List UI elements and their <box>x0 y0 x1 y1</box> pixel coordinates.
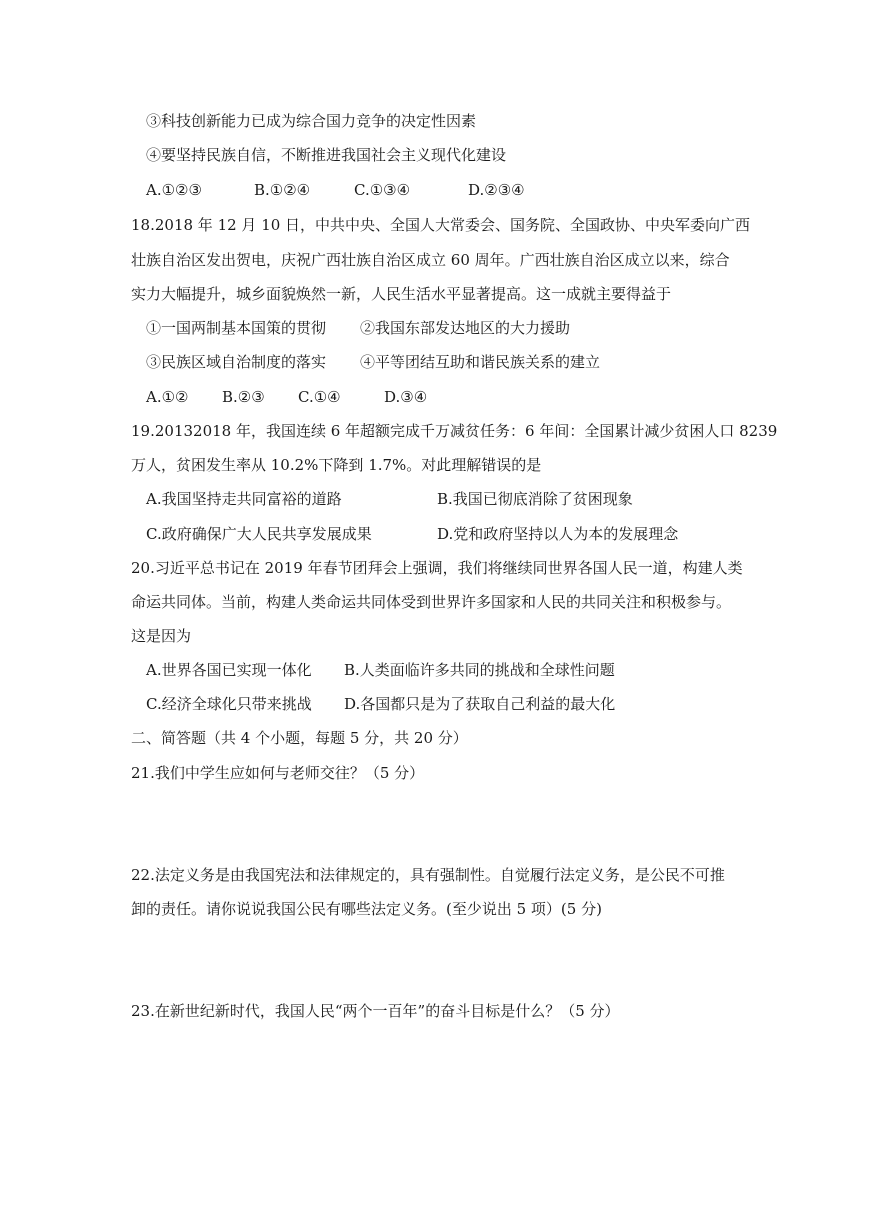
q20-option-d: D.各国都只是为了获取自己利益的最大化 <box>344 695 616 713</box>
q19-option-a: A.我国坚持走共同富裕的道路 <box>146 490 342 508</box>
q20-option-a: A.世界各国已实现一体化 <box>146 661 312 679</box>
q23-text: 23.在新世纪新时代，我国人民“两个一百年”的奋斗目标是什么？（5 分） <box>131 1002 620 1020</box>
q20-stem-line-2: 命运共同体。当前，构建人类命运共同体受到世界许多国家和人民的共同关注和积极参与。 <box>131 593 732 611</box>
q20-stem-line-3: 这是因为 <box>131 627 192 645</box>
q18-stem-line-3: 实力大幅提升，城乡面貌焕然一新，人民生活水平显著提高。这一成就主要得益于 <box>131 285 672 303</box>
q18-stem-line-2: 壮族自治区发出贺电，庆祝广西壮族自治区成立 60 周年。广西壮族自治区成立以来，综合 <box>131 251 730 269</box>
q17-option-a: A.①②③ <box>146 181 202 199</box>
q18-item-3: ③民族区域自治制度的落实 <box>146 353 327 371</box>
q19-stem-line-2: 万人，贫困发生率从 10.2%下降到 1.7%。对此理解错误的是 <box>131 456 542 474</box>
q18-item-2: ②我国东部发达地区的大力援助 <box>360 319 571 337</box>
q18-item-1: ①一国两制基本国策的贯彻 <box>146 319 327 337</box>
q18-option-b: B.②③ <box>222 388 265 406</box>
q20-stem-line-1: 20.习近平总书记在 2019 年春节团拜会上强调，我们将继续同世界各国人民一道，构建人类 <box>131 559 743 577</box>
q18-option-c: C.①④ <box>298 388 341 406</box>
q18-stem-line-1: 18.2018 年 12 月 10 日，中共中央、全国人大常委会、国务院、全国政协、中央军委向广西 <box>131 216 751 234</box>
q17-item-4: ④要坚持民族自信，不断推进我国社会主义现代化建设 <box>146 146 507 164</box>
q18-option-a: A.①② <box>146 388 189 406</box>
q18-option-d: D.③④ <box>384 388 428 406</box>
q19-option-b: B.我国已彻底消除了贫困现象 <box>437 490 633 508</box>
q19-option-c: C.政府确保广大人民共享发展成果 <box>146 525 372 543</box>
q21-text: 21.我们中学生应如何与老师交往？（5 分） <box>131 764 425 782</box>
q17-option-d: D.②③④ <box>468 181 525 199</box>
section-heading: 二、简答题（共 4 个小题，每题 5 分，共 20 分） <box>131 729 468 747</box>
q22-stem-line-1: 22.法定义务是由我国宪法和法律规定的，具有强制性。自觉履行法定义务，是公民不可推 <box>131 866 725 884</box>
q18-item-4: ④平等团结互助和谐民族关系的建立 <box>360 353 601 371</box>
q20-option-c: C.经济全球化只带来挑战 <box>146 695 312 713</box>
q20-option-b: B.人类面临许多共同的挑战和全球性问题 <box>344 661 615 679</box>
q19-stem-line-1: 19.20132018 年，我国连续 6 年超额完成千万减贫任务：6 年间：全国累计减少贫困人口 8239 <box>131 422 778 440</box>
q22-stem-line-2: 卸的责任。请你说说我国公民有哪些法定义务。(至少说出 5 项）(5 分) <box>131 900 602 918</box>
q17-item-3: ③科技创新能力已成为综合国力竞争的决定性因素 <box>146 112 477 130</box>
q17-option-c: C.①③④ <box>354 181 411 199</box>
q19-option-d: D.党和政府坚持以人为本的发展理念 <box>437 525 679 543</box>
q17-option-b: B.①②④ <box>254 181 311 199</box>
